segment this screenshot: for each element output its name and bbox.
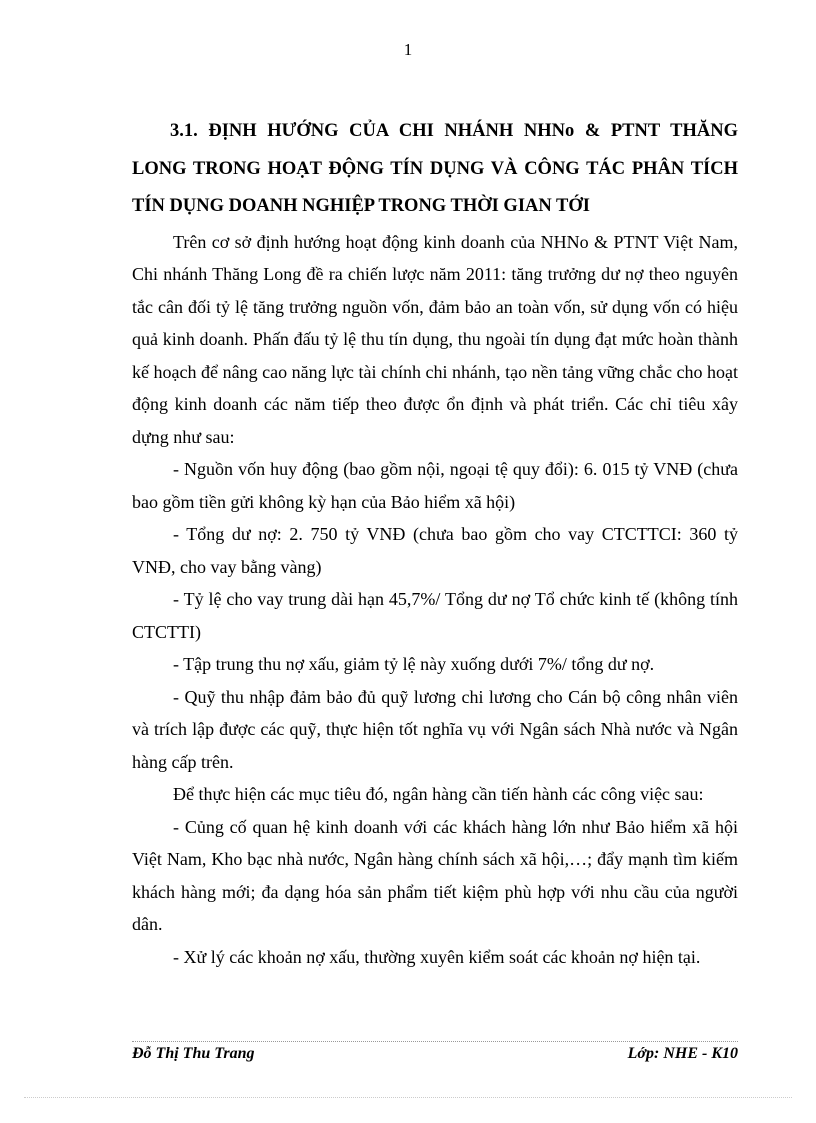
footer-author: Đỗ Thị Thu Trang <box>132 1045 255 1062</box>
document-body <box>132 113 738 973</box>
footer-divider <box>132 1041 738 1042</box>
paragraph-task-bad-debt: - Xử lý các khoản nợ xấu, thường xuyên kiểm soát các khoản nợ hiện tại. <box>173 946 701 967</box>
paragraph-task-customers: - Củng cố quan hệ kinh doanh với các khách hàng lớn như Bảo hiểm xã hội Việt Nam, Kho bạc nhà nước, Ngân hàng chính sách xã hội,…; đẩy mạnh tìm kiếm khách hàng mới; đa dạng hóa sản phẩm tiết kiệm phù hợp với nhu cầu của người dân. <box>132 816 738 934</box>
paragraph-loan-target: - Tổng dư nợ: 2. 750 tỷ VNĐ (chưa bao gồm cho vay CTCTTCI: 360 tỷ VNĐ, cho vay bằng vàng) <box>132 524 738 577</box>
page-bottom-divider <box>24 1097 792 1098</box>
paragraph-intro: Trên cơ sở định hướng hoạt động kinh doanh của NHNo & PTNT Việt Nam, Chi nhánh Thăng Long đề ra chiến lược năm 2011: tăng trưởng dư nợ theo nguyên tắc cân đối tỷ lệ tăng trưởng nguồn vốn, đảm bảo an toàn vốn, sử dụng vốn có hiệu quả kinh doanh. Phấn đấu tỷ lệ thu tín dụng, thu ngoài tín dụng đạt mức hoàn thành kế hoạch để nâng cao năng lực tài chính chi nhánh, tạo nền tảng vững chắc cho hoạt động kinh doanh các năm tiếp theo được ổn định và phát triển. Các chỉ tiêu xây dựng như sau: <box>132 231 738 447</box>
section-heading: 3.1. ĐỊNH HƯỚNG CỦA CHI NHÁNH NHNo & PTNT THĂNG LONG TRONG HOẠT ĐỘNG TÍN DỤNG VÀ CÔNG TÁC PHÂN TÍCH TÍN DỤNG DOANH NGHIỆP TRONG THỜI GIAN TỚI <box>132 121 738 216</box>
page-number: 1 <box>403 40 413 59</box>
paragraph-tasks-intro: Để thực hiện các mục tiêu đó, ngân hàng cần tiến hành các công việc sau: <box>173 784 704 804</box>
paragraph-bad-debt: - Tập trung thu nợ xấu, giảm tỷ lệ này xuống dưới 7%/ tổng dư nợ. <box>173 654 655 674</box>
paragraph-income-fund: - Quỹ thu nhập đảm bảo đủ quỹ lương chi lương cho Cán bộ công nhân viên và trích lập được các quỹ, thực hiện tốt nghĩa vụ với Ngân sách Nhà nước và Ngân hàng cấp trên. <box>132 686 738 772</box>
paragraph-medium-term-ratio: - Tỷ lệ cho vay trung dài hạn 45,7%/ Tổng dư nợ Tổ chức kinh tế (không tính CTCTTI) <box>132 589 738 642</box>
footer-class: Lớp: NHE - K10 <box>627 1045 738 1062</box>
paragraph-capital-target: - Nguồn vốn huy động (bao gồm nội, ngoại tệ quy đổi): 6. 015 tỷ VNĐ (chưa bao gồm tiền gửi không kỳ hạn của Bảo hiểm xã hội) <box>132 459 738 512</box>
